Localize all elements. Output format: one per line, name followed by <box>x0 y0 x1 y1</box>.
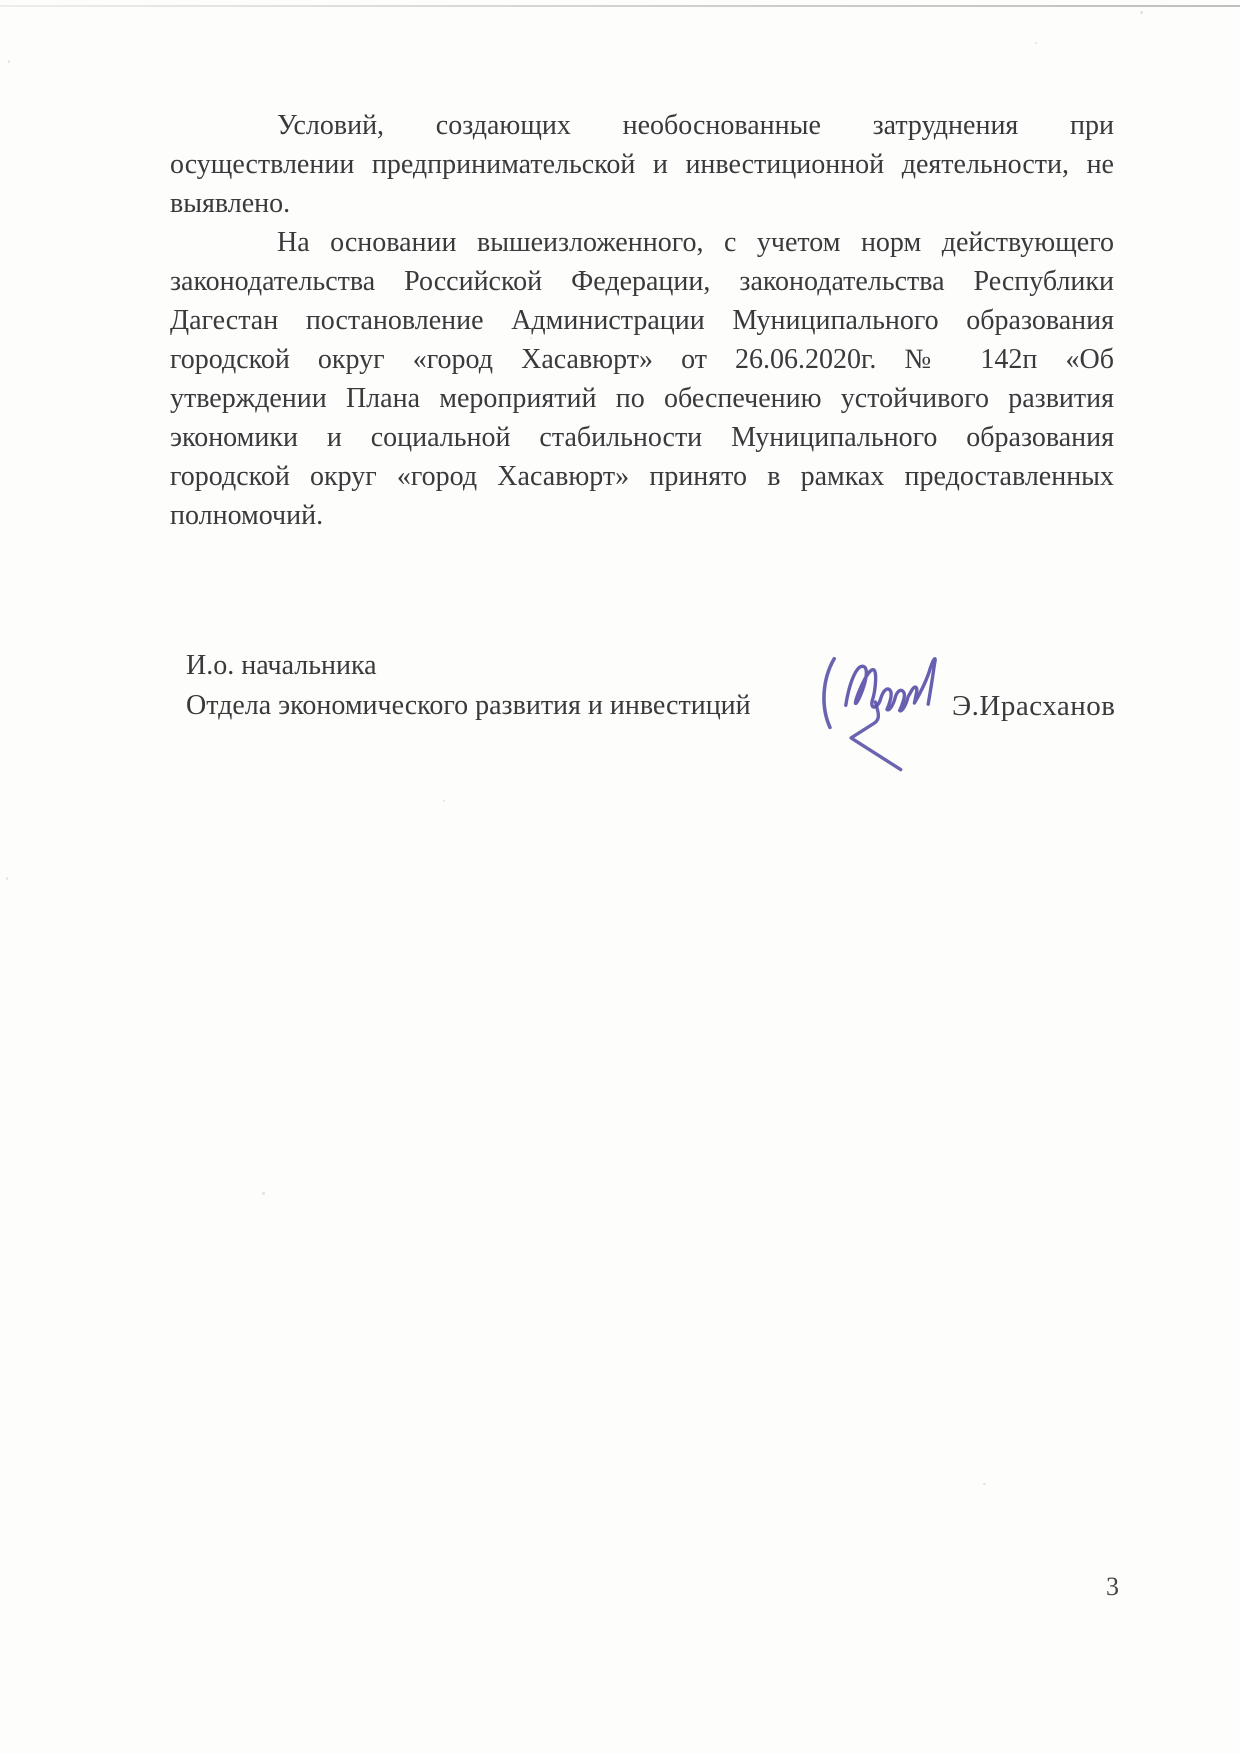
paragraph2-line: законодательства Российской Федерации, законодательства Республики <box>170 266 1114 297</box>
scan-speck <box>8 60 10 63</box>
handwritten-signature-icon <box>815 645 960 777</box>
paragraph2-line: полномочий. <box>170 500 324 531</box>
scan-speck <box>1035 42 1037 44</box>
scan-speck <box>1140 11 1143 14</box>
signature-block <box>186 646 751 726</box>
paragraph1-line: осуществлении предпринимательской и инвестиционной деятельности, не <box>170 149 1114 180</box>
paragraph2-line: городской округ «город Хасавюрт» от 26.06.2020г. № 142п «Об <box>170 344 1114 375</box>
signer-title-line1: И.о. начальника <box>186 650 377 681</box>
paragraph2-line: Дагестан постановление Администрации Муниципального образования <box>170 305 1114 336</box>
paragraph2-line: городской округ «город Хасавюрт» принято в рамках предоставленных <box>170 461 1114 492</box>
scan-speck <box>443 800 445 802</box>
scan-speck <box>6 877 8 880</box>
scan-speck <box>530 337 532 339</box>
scan-speck <box>262 1192 265 1195</box>
document-body <box>170 106 1114 535</box>
scan-edge-artifact <box>0 5 1240 7</box>
paragraph1-line: выявлено. <box>170 188 291 219</box>
paragraph2-line: экономики и социальной стабильности Муниципального образования <box>170 422 1114 453</box>
page-number: 3 <box>1106 1572 1119 1601</box>
paragraph2-line: На основании вышеизложенного, с учетом норм действующего <box>277 227 1114 258</box>
signer-name: Э.Ирасханов <box>952 690 1116 722</box>
scan-speck <box>983 1483 986 1485</box>
paragraph2-line: утверждении Плана мероприятий по обеспечению устойчивого развития <box>170 383 1114 414</box>
paragraph1-line: Условий, создающих необоснованные затруднения при <box>277 110 1114 141</box>
signer-title-line2: Отдела экономического развития и инвестиций <box>186 690 751 721</box>
